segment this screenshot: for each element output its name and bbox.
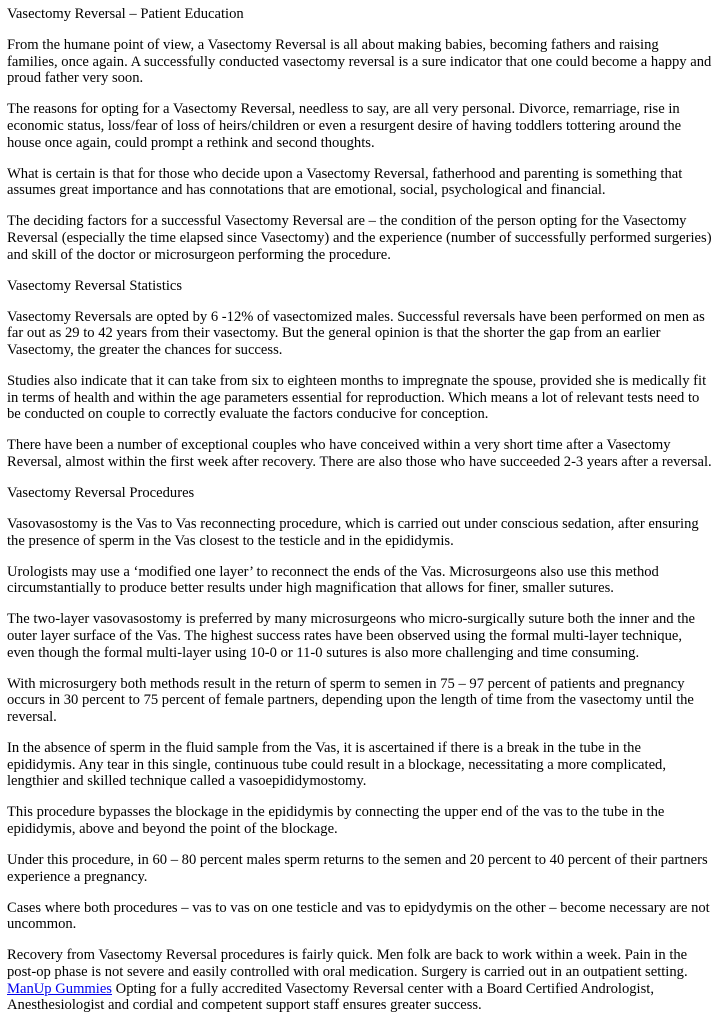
procedures-paragraph-4: With microsurgery both methods result in the return of sperm to semen in 75 – 97 percent of patients and pregnancy occurs in 30 percent to 75 percent of female partners, depending upon the length of time from the vasectomy until the reversal. (7, 675, 694, 725)
statistics-heading: Vasectomy Reversal Statistics (7, 277, 183, 294)
procedures-paragraph-1: Vasovasostomy is the Vas to Vas reconnecting procedure, which is carried out under conscious sedation, after ensuring the presence of sperm in the Vas closest to the testicle and in the epididymis. (7, 516, 699, 549)
procedures-paragraph-7: Under this procedure, in 60 – 80 percent males sperm returns to the semen and 20 percent to 40 percent of their partners experience a pregnancy. (7, 851, 708, 885)
intro-paragraph-3: What is certain is that for those who decide upon a Vasectomy Reversal, fatherhood and parenting is something that assumes great importance and has connotations that are emotional, social, psychological and financial. (7, 165, 683, 199)
manup-gummies-link[interactable]: ManUp Gummies (7, 980, 112, 997)
procedures-paragraph-2: Urologists may use a ‘modified one layer’ to reconnect the ends of the Vas. Microsurgeons also use this method circumstantially to produce better results under high magnification that allows for finer, smaller sutures. (7, 563, 659, 597)
recovery-text-before-link: Recovery from Vasectomy Reversal procedures is fairly quick. Men folk are back to work within a week. Pain in the post-op phase is not severe and easily controlled with oral medication. Surgery is carried out in an outpatient setting. (7, 947, 688, 980)
procedures-paragraph-3: The two-layer vasovasostomy is preferred by many microsurgeons who micro-surgically suture both the inner and the outer layer surface of the Vas. The highest success rates have been observed using the formal multi-layer technique, even though the formal multi-layer using 10-0 or 11-0 sutures is also more challenging and time consuming. (7, 611, 696, 661)
procedures-paragraph-6: This procedure bypasses the blockage in the epididymis by connecting the upper end of the vas to the tube in the epididymis, above and beyond the point of the blockage. (7, 804, 665, 837)
procedures-paragraph-8: Cases where both procedures – vas to vas on one testicle and vas to epidydymis on the other – become necessary are not uncommon. (7, 899, 710, 933)
procedures-heading: Vasectomy Reversal Procedures (7, 484, 195, 501)
recovery-text-after-link: Opting for a fully accredited Vasectomy Reversal center with a Board Certified Andrologist, Anesthesiologist and cordial and competent support staff ensures greater success. (7, 980, 654, 1014)
intro-paragraph-1: From the humane point of view, a Vasectomy Reversal is all about making babies, becoming fathers and raising families, once again. A successfully conducted vasectomy reversal is a sure indicator that one could become a happy and proud father very soon. (7, 37, 712, 87)
procedures-paragraph-5: In the absence of sperm in the fluid sample from the Vas, it is ascertained if there is a break in the tube in the epididymis. Any tear in this single, continuous tube could result in a blockage, necessitating a more complicated, lengthier and skilled technique called a vasoepididymostomy. (7, 740, 666, 790)
statistics-paragraph-3: There have been a number of exceptional couples who have conceived within a very short time after a Vasectomy Reversal, almost within the first week after recovery. There are also those who have succeeded 2-3 years after a reversal. (7, 437, 712, 470)
intro-paragraph-2: The reasons for opting for a Vasectomy Reversal, needless to say, are all very personal. Divorce, remarriage, rise in economic status, loss/fear of loss of heirs/children or even a resurgent desire of having toddlers tottering around the house once again, could prompt a rethink and second thoughts. (7, 101, 682, 151)
recovery-paragraph (7, 947, 712, 1013)
document-title: Vasectomy Reversal – Patient Education (7, 6, 244, 22)
statistics-paragraph-1: Vasectomy Reversals are opted by 6 -12% of vasectomized males. Successful reversals have been performed on men as far out as 29 to 42 years from their vasectomy. But the general opinion is that the shorter the gap from an earlier Vasectomy, the greater the chances for success. (7, 308, 705, 358)
intro-paragraph-4: The deciding factors for a successful Vasectomy Reversal are – the condition of the person opting for the Vasectomy Reversal (especially the time elapsed since Vasectomy) and the experience (number of successfully performed surgeries) and skill of the doctor or microsurgeon performing the procedure. (7, 213, 712, 263)
statistics-paragraph-2: Studies also indicate that it can take from six to eighteen months to impregnate the spouse, provided she is medically fit in terms of health and within the age parameters essential for reproduction. Which means a lot of relevant tests need to be conducted on couple to correctly evaluate the factors conducive for conception. (7, 373, 707, 423)
